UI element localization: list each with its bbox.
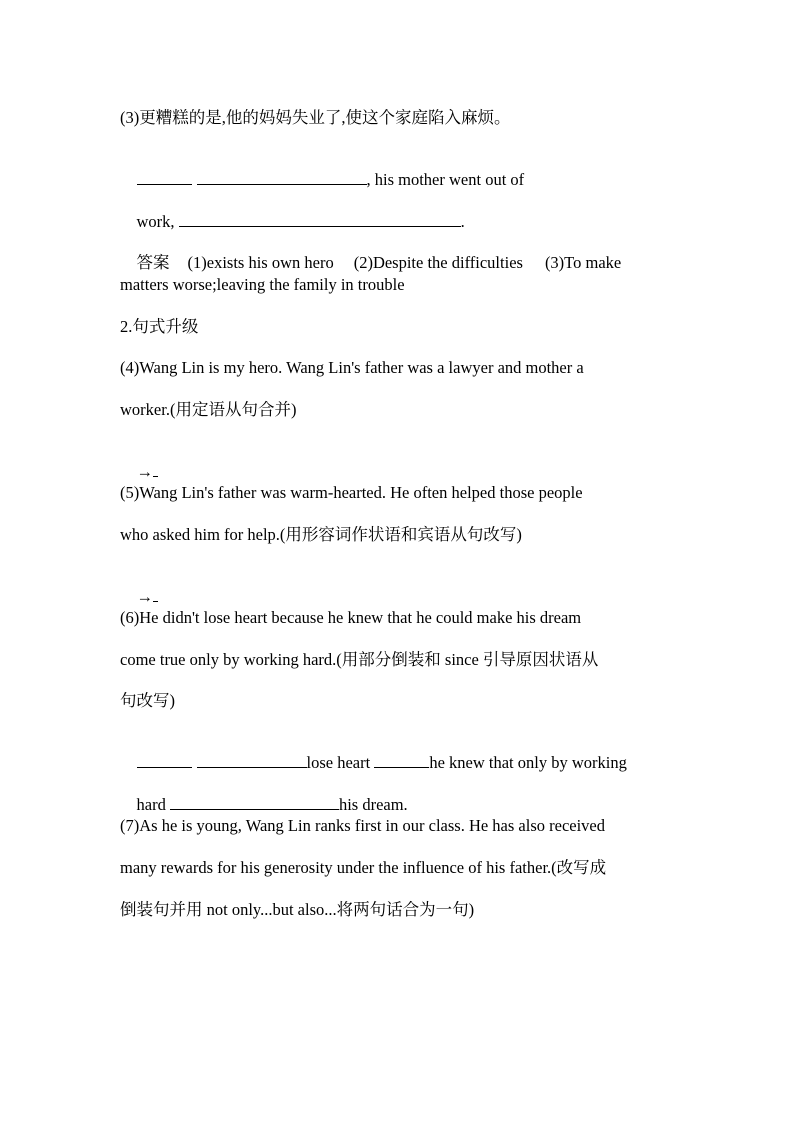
q4-line-2: worker.(用定语从句合并) [120,400,297,419]
fill-blank[interactable] [374,753,429,768]
arrow-icon: → [136,462,153,481]
fill-blank[interactable] [179,212,461,227]
q6-line-3: 句改写) [120,691,175,710]
answer-2: (2)Despite the difficulties [353,253,523,272]
answer-3: (3)To make [544,253,622,272]
fill-blank[interactable] [197,753,307,768]
q7-line-3: 倒装句并用 not only...but also...将两句话合为一句) [120,900,475,919]
fill-blank[interactable] [197,170,367,185]
fill-blank[interactable] [153,587,158,602]
q6-line-1: (6)He didn't lose heart because he knew that he could make his dream [120,608,582,627]
q7-line-2: many rewards for his generosity under the influence of his father.(改写成 [120,858,607,877]
arrow-icon: → [136,587,153,606]
fill-blank[interactable] [153,462,158,477]
q6-fill2-suffix: his dream. [338,795,408,814]
answer-label: 答案 [136,253,170,272]
fill-blank[interactable] [170,795,339,810]
fill-blank[interactable] [137,170,192,185]
q6-fill-text-a: lose heart [306,753,375,772]
q6-fill2-prefix: hard [136,795,170,814]
q3-line2-prefix: work, [136,212,179,231]
q7-line-1: (7)As he is young, Wang Lin ranks first in our class. He has also received [120,816,606,835]
q3-line1-text: , his mother went out of [366,170,525,189]
answer-1: (1)exists his own hero [187,253,334,272]
q3-prompt: (3)更糟糕的是,他的妈妈失业了,使这个家庭陷入麻烦。 [120,108,511,127]
q5-line-2: who asked him for help.(用形容词作状语和宾语从句改写) [120,525,522,544]
fill-blank[interactable] [137,753,192,768]
q5-line-1: (5)Wang Lin's father was warm-hearted. He often helped those people [120,483,583,502]
q4-line-1: (4)Wang Lin is my hero. Wang Lin's father was a lawyer and mother a [120,358,584,377]
section-heading: 2.句式升级 [120,317,199,336]
q6-fill-text-b: he knew that only by working [429,753,627,772]
q3-line2-suffix: . [460,212,465,231]
q6-line-2: come true only by working hard.(用部分倒装和 since 引导原因状语从 [120,650,599,669]
answer-line-2: matters worse;leaving the family in trouble [120,275,405,294]
